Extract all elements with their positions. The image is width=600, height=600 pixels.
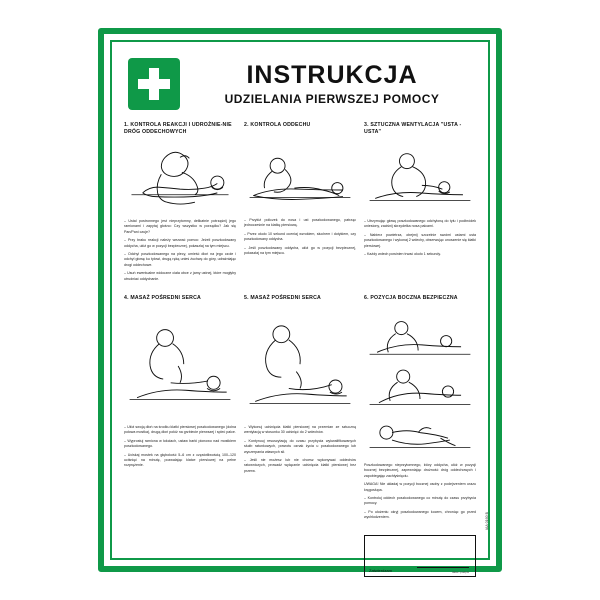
step-4-figure: [124, 310, 236, 422]
steps-grid-row-2: [124, 295, 476, 524]
poster-titles: [192, 62, 472, 105]
step-3-number: 3.: [364, 122, 369, 128]
step-3-figure: [364, 138, 476, 216]
step-3: [364, 122, 476, 285]
poster-side-code: IAA 0160 B: [485, 512, 489, 530]
step-5-title: [244, 295, 356, 308]
poster-inner-frame: [110, 40, 490, 575]
step-4-body: [124, 425, 236, 469]
step-2: [244, 122, 356, 285]
step-2-para-2: – Przez około 10 sekund oceniaj wzrokiem, słuchem i dotykiem, czy poszkodowany oddycha.: [244, 231, 356, 242]
first-aid-instruction-poster: [98, 28, 502, 575]
first-aid-cross-icon: [128, 58, 180, 110]
step-6-heading: POZYCJA BOCZNA BEZPIECZNA: [370, 294, 458, 301]
step-6-number: 6.: [364, 294, 369, 301]
stamp-label: Zatwierdzam: [369, 568, 392, 574]
step-2-para-1: – Przyłóż policzek do nosa i ust poszkodowanego, patrząc jednocześnie na klatkę piersiową.: [244, 218, 356, 228]
step-1-para-2: – Przy braku reakcji należy wezwać pomoc: Jeżeli poszkodowany oddycha, ułóż go w pozycji bezpiecznej, pokaszlaj na tym miejscu.: [124, 238, 236, 248]
step-4-para-3: – Uciskaj mostek na głębokość 5–6 cm z częstotliwością 100–120 uciśnięć na minutę, pozwalając klatce piersiowej na pełne rozprężenie.: [124, 452, 236, 468]
step-4-para-2: – Wyprostuj ramiona w łokciach, ustaw barki pionowo nad mostkiem poszkodowanego.: [124, 438, 236, 449]
step-5-heading: MASAŻ POŚREDNI SERCA: [250, 294, 321, 301]
step-6-para-2: UWAGA! Nie układaj w pozycji bocznej osoby z podejrzeniem urazu kręgosłupa.: [364, 482, 476, 492]
step-6: [364, 295, 476, 524]
signature-caption: data i podpis: [451, 570, 469, 575]
step-4: [124, 295, 236, 524]
step-3-para-2: – Nabierz powietrza, obejmij szczelnie swoimi ustami usta poszkodowanego i wykonaj 2 wdechy, obserwując unoszenie się klatki piersiowej.: [364, 232, 477, 248]
step-1-heading: KONTROLA REAKCJI I UDROŻNIE-NIE DRÓG ODDECHOWYCH: [124, 122, 232, 136]
step-5-body: [244, 425, 356, 474]
step-1-title: [124, 122, 236, 136]
step-6-para-4: – Po ułożeniu okryj poszkodowanego kocem, chroniąc go przed wychłodzeniem.: [364, 509, 476, 520]
step-3-title: [364, 122, 476, 136]
step-4-heading: MASAŻ POŚREDNI SERCA: [130, 294, 201, 301]
step-3-heading: SZTUCZNA WENTYLACJA "USTA - USTA": [364, 122, 462, 136]
step-1: [124, 122, 236, 285]
step-1-figure: [124, 138, 236, 216]
step-1-para-3: – Odchyl poszkodowanego na plecy, umieść dłoń na jego czole i odchyl głowę ku tyłowi, drugą ręką unieś żuchwę do góry, udrażniając drogi oddechowe.: [124, 251, 236, 267]
step-1-number: 1.: [124, 122, 129, 128]
step-5-number: 5.: [244, 294, 249, 301]
step-3-para-3: – Każdy wdech powinien trwać około 1 sekundy.: [364, 251, 441, 256]
step-2-heading: KONTROLA ODDECHU: [250, 122, 311, 128]
step-6-para-3: – Kontroluj oddech poszkodowanego co minutę do czasu przybycia pomocy.: [364, 495, 476, 506]
step-5-para-3: – Jeśli nie możesz lub nie chcesz wykonywać oddechów ratowniczych, prowadź wyłącznie uciśnięcia klatki piersiowej bez przerw.: [244, 457, 356, 473]
step-3-para-1: – Utrzymując głowę poszkodowanego odchyloną do tyłu i podbródek uniesiony, zaciśnij skrzydełka nosa palcami.: [364, 219, 476, 229]
step-1-body: [124, 219, 236, 282]
step-2-number: 2.: [244, 122, 249, 128]
step-5-para-2: – Kontynuuj resuscytację do czasu przybycia wykwalifikowanych służb ratunkowych, powrotu oznak życia u poszkodowanego lub wyczerpania własnych sił.: [244, 438, 356, 454]
signature-line: [417, 567, 469, 568]
page-subtitle: UDZIELANIA PIERWSZEJ POMOCY: [224, 91, 440, 106]
step-6-para-1: Poszkodowanego nieprzytomnego, który oddycha, ułóż w pozycji bocznej bezpiecznej, zapewniając drożność dróg oddechowych i zapobiegając zachłyśnięciu.: [364, 462, 476, 478]
poster-header: [124, 52, 476, 120]
step-5-para-1: – Wykonuj uciśnięcia klatki piersiowej na przemian ze sztuczną wentylacją w stosunku 30 uciśnięć do 2 wdechów.: [244, 424, 356, 435]
step-4-para-1: – Ułóż swoją dłoń na środku klatki piersiowej poszkodowanego (dolna połowa mostka), drugą dłoń połóż na grzbiecie pierwszej i spleć palce.: [124, 424, 236, 435]
steps-grid-row-1: [124, 122, 476, 285]
step-1-para-1: – Ustal postronnego jest nieprzytomny, delikatnie potrząśnij jego ramionami i zapytaj głośno: Czy wszystko w porządku? Jak się Pan/Pani czuje?: [124, 219, 236, 234]
step-6-title: [364, 295, 476, 308]
step-5-figure: [244, 310, 356, 422]
step-4-title: [124, 295, 236, 308]
step-4-number: 4.: [124, 294, 129, 301]
approval-stamp-box: [364, 535, 476, 577]
step-2-body: [244, 218, 356, 256]
step-1-para-4: – Usuń ewentualne widoczne ciała obce z jamy ustnej, które mogłyby utrudniać oddychanie.: [124, 271, 236, 281]
step-2-figure: [244, 137, 356, 215]
step-6-figure: [364, 310, 476, 460]
step-3-body: [364, 219, 476, 257]
page-title: INSTRUKCJA: [246, 61, 418, 90]
poster-footer: [124, 527, 476, 577]
step-5: [244, 295, 356, 524]
step-2-para-3: – Jeśli poszkodowany oddycha, ułóż go w pozycji bezpiecznej, pokaszlaj na tym miejscu.: [244, 245, 356, 255]
step-2-title: [244, 122, 356, 135]
step-6-body: [364, 463, 476, 521]
